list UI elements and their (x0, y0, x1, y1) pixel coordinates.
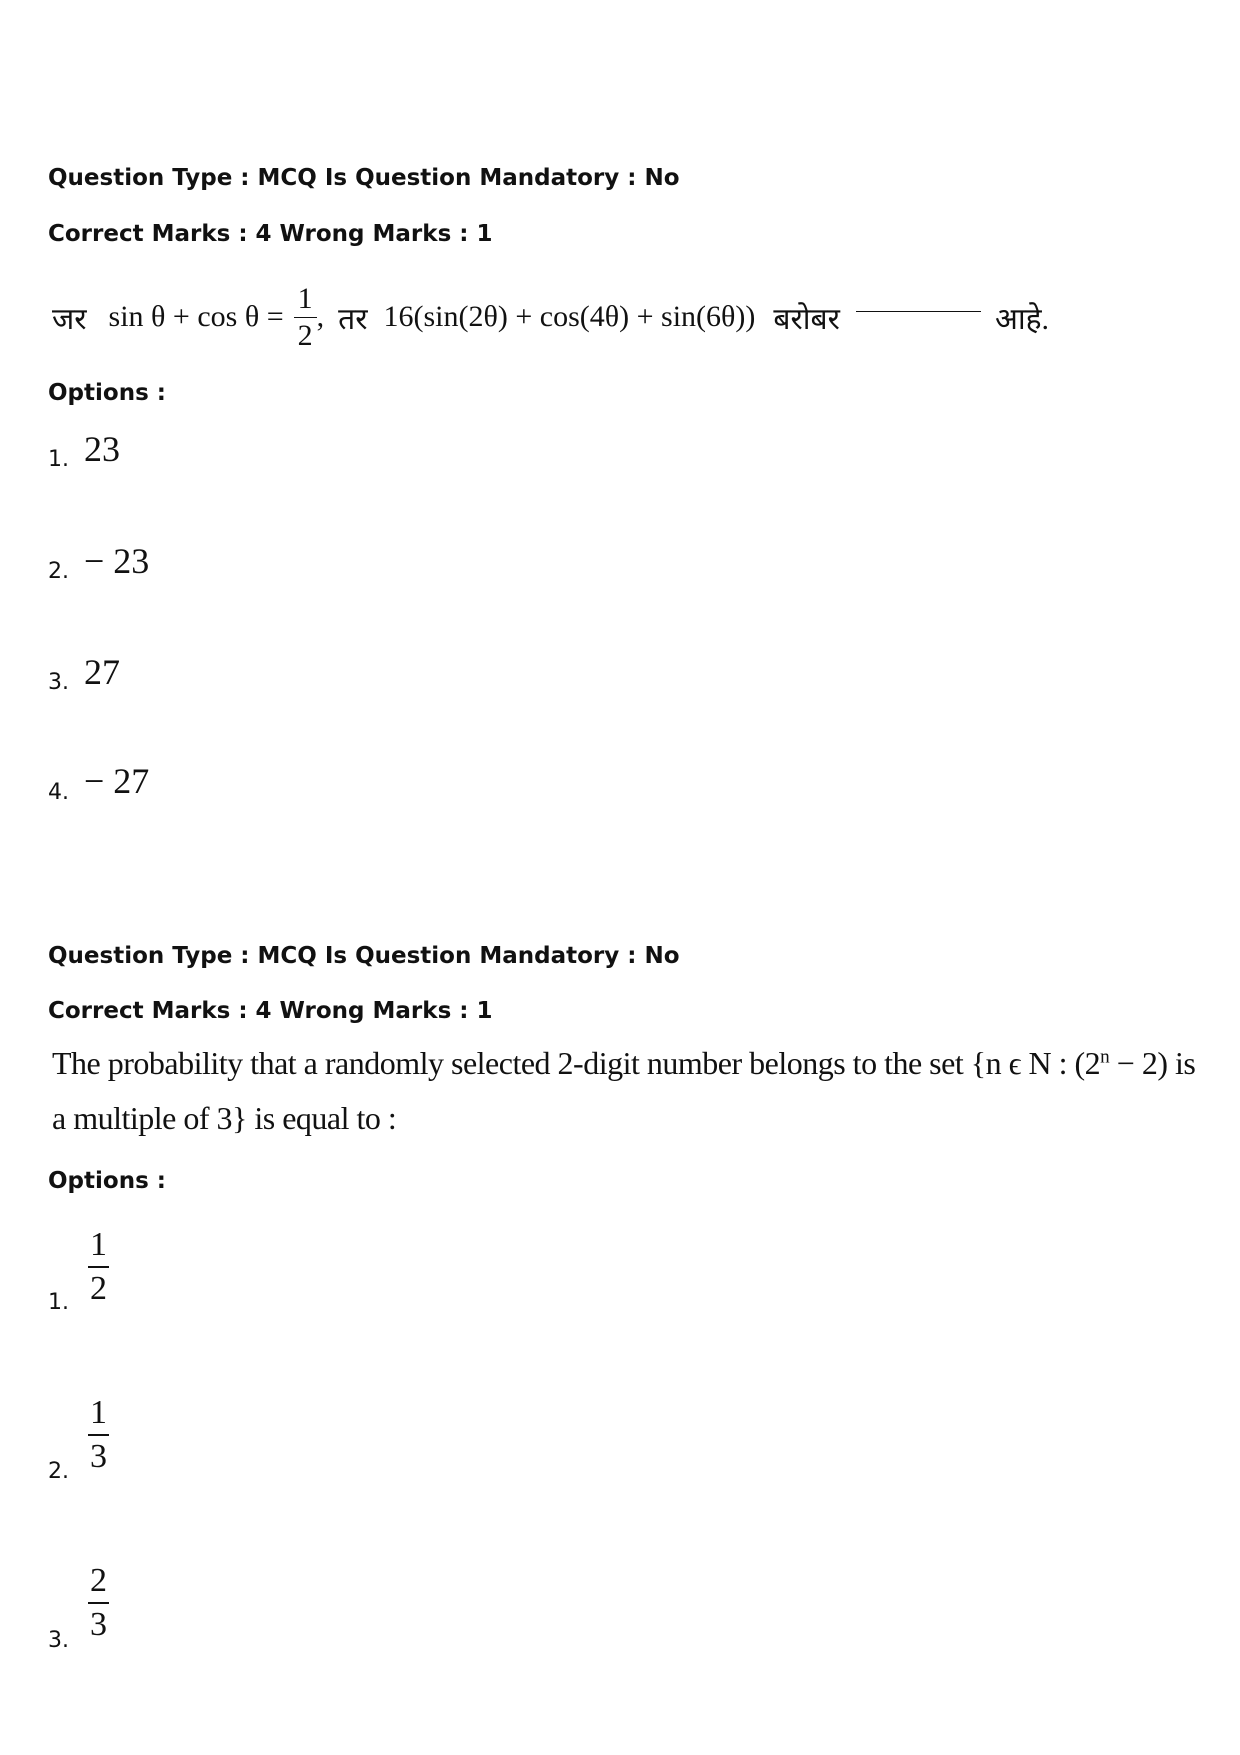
stem-text: The probability that a randomly selected 2-digit number belongs to the set {n ϵ N : (2 (52, 1045, 1101, 1081)
question-stem-line (52, 1100, 396, 1137)
stem-word: तर (338, 302, 368, 336)
fraction-denominator: 3 (90, 1606, 107, 1643)
option-number: 1. (48, 447, 69, 472)
option-number: 3. (48, 670, 69, 695)
option-number: 2. (48, 559, 69, 584)
fraction-numerator: 1 (294, 284, 317, 318)
stem-comma: , (316, 300, 325, 333)
question-type-line: Question Type : MCQ Is Question Mandatory : No (48, 943, 680, 969)
option-value[interactable]: − 27 (84, 761, 150, 801)
stem-expression: sin θ + cos θ = (108, 300, 284, 333)
question-stem-line (52, 1045, 1195, 1082)
option-fraction[interactable] (88, 1564, 109, 1642)
marks-line: Correct Marks : 4 Wrong Marks : 1 (48, 221, 493, 247)
question-stem (52, 272, 1049, 362)
stem-expression: 16(sin(2θ) + cos(4θ) + sin(6θ)) (383, 300, 756, 333)
fraction-denominator: 2 (90, 1270, 107, 1307)
fraction-numerator: 1 (88, 1396, 109, 1436)
question-type-line: Question Type : MCQ Is Question Mandatory : No (48, 165, 680, 191)
fraction-denominator: 3 (90, 1438, 107, 1475)
fraction-numerator: 1 (88, 1228, 109, 1268)
option-value[interactable]: − 23 (84, 541, 150, 581)
option-fraction[interactable] (88, 1396, 109, 1474)
stem-word: आहे. (994, 302, 1050, 336)
option-value[interactable]: 27 (84, 652, 120, 692)
stem-fraction (294, 281, 317, 352)
options-label: Options : (48, 1168, 166, 1194)
fraction-denominator: 2 (297, 318, 313, 352)
marks-line: Correct Marks : 4 Wrong Marks : 1 (48, 998, 493, 1024)
option-number: 4. (48, 780, 69, 805)
stem-text: − 2) is (1109, 1045, 1196, 1081)
fraction-numerator: 2 (88, 1564, 109, 1604)
stem-word: जर (52, 302, 87, 336)
stem-word: बरोबर (773, 302, 840, 336)
option-number: 1. (48, 1290, 69, 1315)
options-label: Options : (48, 380, 166, 406)
option-number: 2. (48, 1459, 69, 1484)
answer-blank (856, 310, 981, 312)
option-fraction[interactable] (88, 1228, 109, 1306)
stem-text: a multiple of 3} is equal to : (52, 1100, 397, 1136)
option-value[interactable]: 23 (84, 429, 120, 469)
stem-superscript: n (1100, 1046, 1110, 1068)
option-number: 3. (48, 1628, 69, 1653)
